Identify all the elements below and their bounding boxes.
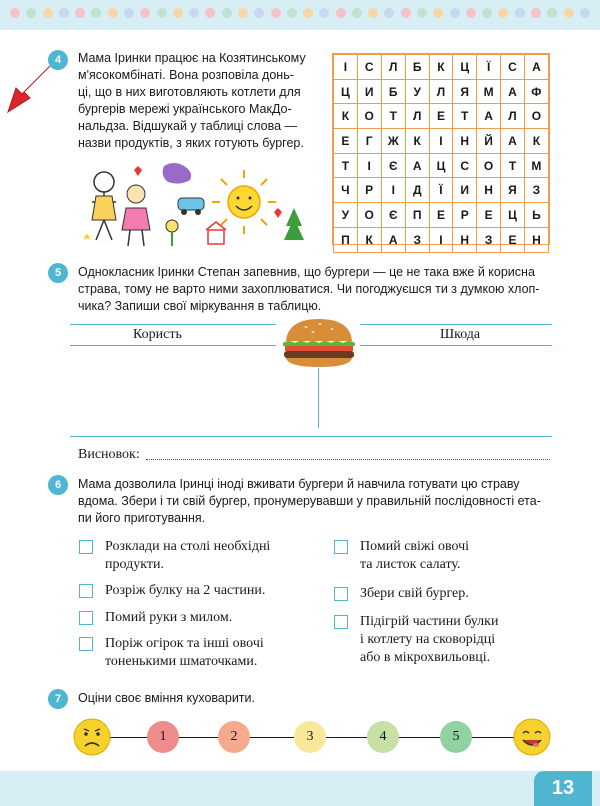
decorative-dot [26,8,36,18]
decorative-dot [108,8,118,18]
step-number-box[interactable] [79,611,93,625]
decorative-dot [368,8,378,18]
grid-cell[interactable]: Ї [429,178,453,203]
decorative-dot [580,8,590,18]
grid-cell[interactable]: Н [453,129,477,154]
grid-cell[interactable]: М [477,79,501,104]
grid-row [334,79,549,104]
decorative-dot [433,8,443,18]
grid-cell[interactable]: І [334,55,358,80]
grid-cell[interactable]: У [334,203,358,228]
grid-cell[interactable]: Ї [477,55,501,80]
grid-cell[interactable]: Е [477,203,501,228]
task-7-text: Оціни своє вміння куховарити. [78,691,255,705]
decorative-dot [59,8,69,18]
grid-cell[interactable]: Т [381,104,405,129]
step-number-box[interactable] [79,540,93,554]
step-wash-vegetables[interactable]: Помий свіжі овочі та листок салату. [334,538,469,574]
grid-cell[interactable]: Л [501,104,525,129]
grid-cell[interactable]: Б [405,55,429,80]
grid-cell[interactable]: Н [524,227,548,252]
grid-cell[interactable]: И [357,79,381,104]
grid-cell[interactable]: А [477,104,501,129]
decorative-dot [384,8,394,18]
grid-cell[interactable]: Ф [524,79,548,104]
conclusion-answer-line[interactable] [146,459,550,460]
page-number: 13 [534,771,592,806]
grid-cell[interactable]: А [405,153,429,178]
sad-face-icon[interactable] [72,717,112,757]
decorative-dot [303,8,313,18]
grid-cell[interactable]: Я [453,79,477,104]
decorative-dot [531,8,541,18]
step-number-box[interactable] [79,584,93,598]
step-number-box[interactable] [334,587,348,601]
grid-cell[interactable]: Н [453,227,477,252]
grid-cell[interactable]: Л [429,79,453,104]
grid-cell[interactable]: Є [381,203,405,228]
table-divider [318,368,319,428]
decorative-dot [43,8,53,18]
grid-cell[interactable]: І [429,227,453,252]
grid-cell[interactable]: К [357,227,381,252]
table-bottom-line [70,436,552,437]
grid-cell[interactable]: Ж [381,129,405,154]
grid-cell[interactable]: Т [334,153,358,178]
grid-cell[interactable]: З [405,227,429,252]
grid-cell[interactable]: К [334,104,358,129]
rating-4[interactable]: 4 [367,721,399,753]
step-lay-out-products[interactable]: Розклади на столі необхідні продукти. [79,538,270,574]
decorative-dot [547,8,557,18]
decorative-dot [75,8,85,18]
grid-cell[interactable]: О [477,153,501,178]
grid-cell[interactable]: З [524,178,548,203]
decorative-dot [91,8,101,18]
grid-cell[interactable]: Ц [429,153,453,178]
task-5-badge: 5 [48,263,68,283]
grid-cell[interactable]: А [524,55,548,80]
decorative-dot [287,8,297,18]
happy-face-icon[interactable] [512,717,552,757]
decorative-dot [157,8,167,18]
grid-cell[interactable]: Т [453,104,477,129]
grid-cell[interactable]: А [501,129,525,154]
grid-cell[interactable]: Е [501,227,525,252]
grid-cell[interactable]: Ь [524,203,548,228]
rating-3[interactable]: 3 [294,721,326,753]
rating-1[interactable]: 1 [147,721,179,753]
grid-cell[interactable]: Ч [334,178,358,203]
decorative-dot [124,8,134,18]
grid-cell[interactable]: П [334,227,358,252]
task-6-badge: 6 [48,475,68,495]
grid-cell[interactable]: А [381,227,405,252]
task-5-text: Однокласник Іринки Степан запевнив, що бургери — це не така вже й корисна страва, тому не варто ними захоплюватися. Чи погоджуєшся ти з думкою хлоп- чика? Запиши свої міркування в таблицю. [78,265,540,313]
harm-column-header: Шкода [440,327,481,342]
grid-cell[interactable]: О [357,203,381,228]
red-arrow-icon [4,62,58,116]
grid-cell[interactable]: К [405,129,429,154]
decorative-dot [173,8,183,18]
word-search-grid [332,53,550,245]
grid-cell[interactable]: Ц [453,55,477,80]
grid-cell[interactable]: О [357,104,381,129]
grid-cell[interactable]: І [357,153,381,178]
task-7-badge: 7 [48,689,68,709]
decorative-dot [336,8,346,18]
conclusion-label: Висновок: [78,447,140,462]
grid-cell[interactable]: А [501,79,525,104]
grid-cell[interactable]: Г [357,129,381,154]
grid-cell[interactable]: Т [501,153,525,178]
grid-cell[interactable]: Ц [501,203,525,228]
grid-cell[interactable]: Н [477,178,501,203]
step-cut-bun[interactable]: Розріж булку на 2 частини. [79,582,265,600]
decorative-dot [10,8,20,18]
task-4-badge: 4 [48,50,68,70]
grid-row [334,55,549,80]
grid-cell[interactable]: П [405,203,429,228]
grid-cell[interactable]: Я [501,178,525,203]
grid-cell[interactable]: Ц [334,79,358,104]
decorative-dot [564,8,574,18]
decorative-dot [271,8,281,18]
step-heat-parts[interactable]: Підігрій частини булки і котлету на сковорідці або в мікрохвильовці. [334,613,498,667]
decorative-dot [515,8,525,18]
decorative-dot [254,8,264,18]
grid-cell[interactable]: Є [381,153,405,178]
grid-cell[interactable]: Л [381,55,405,80]
grid-row [334,227,549,252]
grid-cell[interactable]: М [524,153,548,178]
page-footer [0,771,600,806]
decorative-dots [10,8,590,22]
table-head-left-line [70,345,276,346]
task-4-text: Мама Іринки працює на Козятинському м'ясокомбінаті. Вона розповіла донь- ці, що в них виготовляють котлети для бургерів мережі українського МакДо- нальдза. Відшукай у таблиці слова — назви продуктів, з яких готують бургер. [78,51,306,150]
task-6-text: Мама дозволила Іринці іноді вживати бургери й навчила готувати цю страву вдома. Збери і ти свій бургер, пронумерувавши у правильній послідовності ета- пи його приготування. [78,477,541,525]
decorative-dot [140,8,150,18]
grid-cell[interactable]: Б [381,79,405,104]
grid-cell[interactable]: К [429,55,453,80]
decorative-dot [482,8,492,18]
grid-cell[interactable]: І [429,129,453,154]
step-wash-hands[interactable]: Помий руки з милом. [79,609,232,627]
decorative-dot [466,8,476,18]
decorative-dot [401,8,411,18]
grid-row [334,178,549,203]
grid-cell[interactable]: К [524,129,548,154]
grid-cell[interactable]: Р [453,203,477,228]
grid-cell[interactable]: Й [477,129,501,154]
step-number-box[interactable] [334,540,348,554]
burger-icon [280,317,358,369]
step-number-box[interactable] [79,637,93,651]
grid-cell[interactable]: Е [429,203,453,228]
step-assemble-burger[interactable]: Збери свій бургер. [334,585,469,603]
grid-cell[interactable]: С [357,55,381,80]
grid-cell[interactable]: И [453,178,477,203]
step-slice-vegetables[interactable]: Поріж огірок та інші овочі тоненькими шматочками. [79,635,264,671]
grid-cell[interactable]: Р [357,178,381,203]
grid-row [334,104,549,129]
rating-2[interactable]: 2 [218,721,250,753]
grid-cell[interactable]: З [477,227,501,252]
grid-cell[interactable]: Л [405,104,429,129]
grid-cell[interactable]: І [381,178,405,203]
grid-cell[interactable]: С [501,55,525,80]
grid-cell[interactable]: О [524,104,548,129]
step-number-box[interactable] [334,615,348,629]
table-top-right-line [360,324,552,325]
table-head-right-line [360,345,552,346]
decorative-dot [417,8,427,18]
grid-cell[interactable]: С [453,153,477,178]
grid-row [334,129,549,154]
kids-drawing-illustration [74,160,314,252]
decorative-dot [238,8,248,18]
decorative-dot [319,8,329,18]
decorative-dot [205,8,215,18]
decorative-dot [189,8,199,18]
grid-row [334,153,549,178]
decorative-dot [222,8,232,18]
grid-row [334,203,549,228]
decorative-dot [352,8,362,18]
decorative-dot [450,8,460,18]
grid-cell[interactable]: Е [429,104,453,129]
grid-cell[interactable]: Е [334,129,358,154]
benefit-column-header: Користь [133,327,182,342]
rating-5[interactable]: 5 [440,721,472,753]
decorative-dot [498,8,508,18]
grid-cell[interactable]: Д [405,178,429,203]
table-top-left-line [70,324,276,325]
grid-cell[interactable]: У [405,79,429,104]
